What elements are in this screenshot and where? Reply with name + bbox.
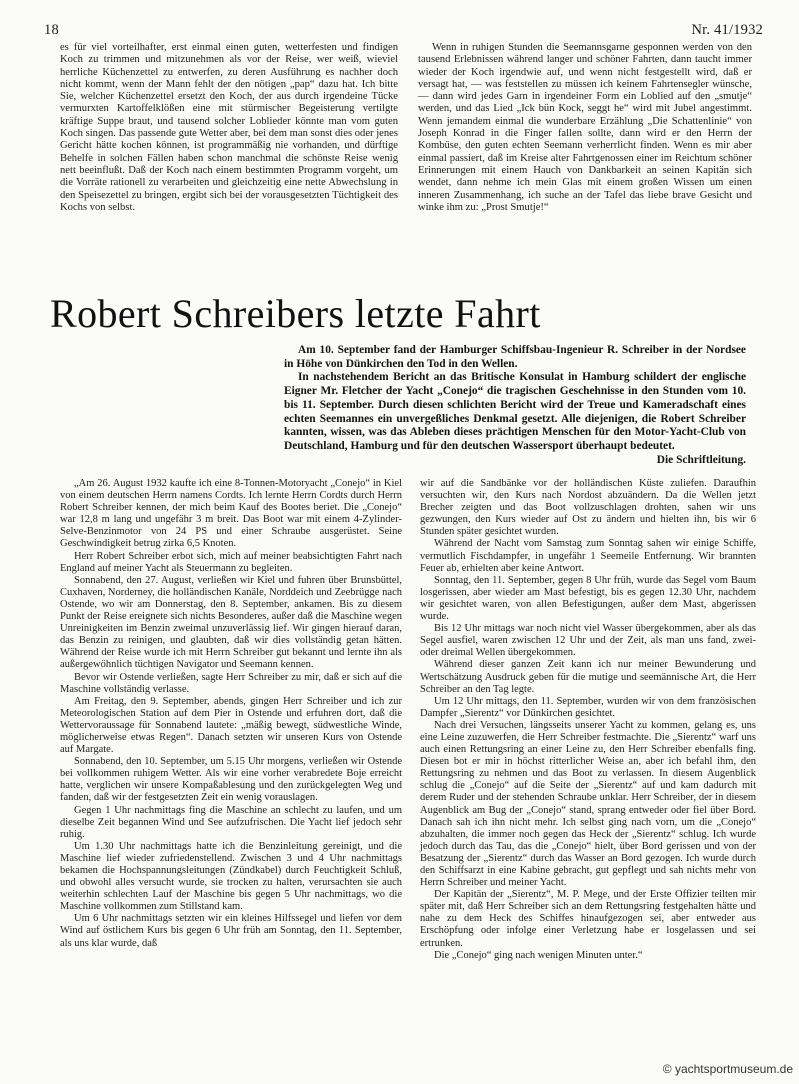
paragraph: Nach drei Versuchen, längsseits unserer Yacht zu kommen, gelang es, uns eine Leine zuzuwerfen, die Herr Schreiber festmachte. Die „Sierentz“ warf uns auch einen Rettungsring an einer Leine zu, den Herr Schreiber ebenfalls fing. Diesen bot er mir in höchst ritterlicher Weise an, aber ich befahl ihm, den Rettungsring zu nehmen und das Boot zu verlassen. In diesem Augenblick schlug die „Conejo“ auf die Seite der „Sierentz“ auf und kam dadurch mit derem Ruder und der stehenden Schraube unklar. Herr Schreiber, der in diesem Augenblick am Bug der „Conejo“ stand, sprang entweder oder fiel über Bord. Danach sah ich ihn nicht mehr. Ich selbst ging nach vorn, um die „Conejo“ abzuhalten, die immer noch gegen das Heck der „Sierentz“ schlug. Ich wurde jedoch durch das Tau, das die „Conejo“ hielt, über Bord gerissen und von der Besatzung der „Sierentz“ durch das Wasser an Bord gezogen. Ich wurde durch den Schiffsarzt in eine Kabine gebracht, gut gepflegt und sah nichts mehr von Herrn Schreiber und meiner Yacht. [420,719,756,889]
paragraph: Während dieser ganzen Zeit kann ich nur meiner Bewunderung und Wertschätzung Ausdruck geben für die mutige und seemännische Art, die Herr Schreiber an den Tag legte. [420,659,756,695]
intro-paragraph [284,371,746,467]
paragraph: es für viel vorteilhafter, erst einmal einen guten, wetterfesten und findigen Koch zu trimmen und mitzunehmen als vor der Reise, wer weiß, wieviel herrliche Küchenzettel zu entwerfen, zu deren Ausführung es nachher doch nicht kommt, wenn der Mann fehlt der den nötigen „pap“ dazu hat. Ich bitte Sie, welcher Küchenzettel ersetzt den Koch, der aus durch irgendeine Tücke vermurxten Kartoffelklößen eine mit stürmischer Begeisterung vertilgte kräftige Suppe braut, und tausend solcher Loblieder könnte man vom guten Koch singen. Das passende gute Wetter aber, bei dem man sonst dies oder jenes Gericht hätte kochen können, ist programmäßig nie vorhanden, und dürftige Behelfe in solchen Fällen haben schon manchmal die schönste Reise wenig nett beeinflußt. Daß der Koch nach einem bestimmten Programm vorgeht, um die Vorräte rationell zu verarbeiten und gleichzeitig eine nette Abwechslung in den Speisezettel zu bringen, ergibt sich bei der vorausgesetzten Tüchtigkeit des Kochs von selbst. [60,42,398,213]
intro-paragraph-text: In nachstehendem Bericht an das Britische Konsulat in Hamburg schildert der englische Eigner Mr. Fletcher der Yacht „Conejo“ die tragischen Geschehnisse in den Stunden vom 10. bis 11. September. Durch diesen schlichten Bericht wird der Treue und Kameradschaft eines echten Seemannes ein unvergeßliches Denkmal gesetzt. Alle diejenigen, die Robert Schreiber kannten, wissen, was das Ableben dieses prächtigen Menschen für den Motor-Yacht-Club von Deutschland, Hamburg und für den deutschen Wassersport überhaupt bedeutet. [284,371,746,452]
issue-number: Nr. 41/1932 [691,22,763,38]
paragraph: Herr Robert Schreiber erbot sich, mich auf meiner beabsichtigten Fahrt nach England auf meiner Yacht als Steuermann zu begleiten. [60,550,402,574]
paragraph: Um 12 Uhr mittags, den 11. September, wurden wir von dem französischen Dampfer „Sierentz“ vor Dünkirchen gesichtet. [420,695,756,719]
paragraph: Gegen 1 Uhr nachmittags fing die Maschine an schlecht zu laufen, und um dieselbe Zeit begannen Wind und See aufzufrischen. Die Yacht lief jedoch sehr ruhig. [60,804,402,840]
paragraph: Während der Nacht vom Samstag zum Sonntag sahen wir einige Schiffe, vermutlich Fischdampfer, in ungefähr 1 Seemeile Entfernung. Wir brannten Feuer ab, erhielten aber keine Antwort. [420,538,756,574]
paragraph: Um 1.30 Uhr nachmittags hatte ich die Benzinleitung gereinigt, und die Maschine lief wieder zufriedenstellend. Zwischen 3 und 4 Uhr nachmittags bekamen die Hochspannungsleitungen (Zündkabel) durch Feuchtigkeit Schluß, und obwohl alles versucht wurde, sie trocken zu halten, verursachten sie auch weiterhin schlechten Lauf der Maschine bis gegen 5 Uhr nachmittags, wo die Maschine vollkommen zum Stillstand kam. [60,840,402,913]
paragraph: Sonnabend, den 10. September, um 5.15 Uhr morgens, verließen wir Ostende bei vollkommen ruhigem Wetter. Als wir eine vorher verabredete Boje erreicht hatte, verglichen wir unsere Kompaßablesung und den zurückgelegten Weg und fanden, daß wir der festgesetzten Zeit ein wenig vorauslagen. [60,756,402,804]
intro-signature: Die Schriftleitung. [656,453,746,466]
paragraph: Bis 12 Uhr mittags war noch nicht viel Wasser übergekommen, aber als das Segel ausfiel, waren zwischen 12 Uhr und der Zeit, als man uns fand, zwei- oder dreimal Wellen übergekommen. [420,623,756,659]
report-column-left [60,478,402,950]
previous-article-column-left [60,42,398,214]
intro-paragraph: Am 10. September fand der Hamburger Schiffsbau-Ingenieur R. Schreiber in der Nordsee in Höhe von Dünkirchen den Tod in den Wellen. [284,344,746,370]
paragraph: Um 6 Uhr nachmittags setzten wir ein kleines Hilfssegel und liefen vor dem Wind auf östlichem Kurs bis gegen 6 Uhr früh am Sonntag, den 11. September, als uns klar wurde, daß [60,913,402,949]
watermark: © yachtsportmuseum.de [662,1062,793,1076]
article-title: Robert Schreibers letzte Fahrt [50,291,541,336]
paragraph: Bevor wir Ostende verließen, sagte Herr Schreiber zu mir, daß er sich auf die Maschine vollständig verlasse. [60,671,402,695]
paragraph: Am Freitag, den 9. September, abends, gingen Herr Schreiber und ich zur Meteorologischen Station auf dem Pier in Ostende und erfuhren dort, daß die Wettervoraussage für Sonnabend lautete: „mäßig bewegt, südwestliche Winde, möglicherweise etwas Regen“. Danach setzten wir unseren Kurs von Ostende auf Margate. [60,695,402,756]
paragraph: Die „Conejo“ ging nach wenigen Minuten unter.“ [434,949,643,961]
previous-article-column-right [418,42,752,214]
paragraph: „Am 26. August 1932 kaufte ich eine 8-Tonnen-Motoryacht „Conejo“ in Kiel von einem deutschen Herrn namens Cordts. Ich lernte Herrn Cordts durch Herrn Robert Schreiber kennen, der mich beim Kauf des Bootes beriet. Die „Conejo“ war 12,8 m lang und ungefähr 3 m breit. Das Boot war mit einem 4-Zylinder-Selve-Benzinmotor von 24 PS und einer Schraube ausgerüstet. Seine Geschwindigkeit betrug zirka 6,5 Knoten. [60,478,402,550]
report-column-right [420,478,756,962]
paragraph: Wenn in ruhigen Stunden die Seemannsgarne gesponnen werden von den tausend Erlebnissen während langer und schöner Fahrten, dann taucht immer wieder der Koch irgendwie auf, und wenn nicht festgestellt wird, daß er versagt hat, — was feststellen zu müssen ich keinem Fahrtensegler wünsche, — dann wird jedes Garn in irgendeiner Form ein Loblied auf den „smutje“ werden, und das Lied „Ick bün Kock, seggt he“ wird mit Jubel angestimmt. Wenn jemandem einmal die wunderbare Erzählung „Die Schattenlinie“ von Joseph Konrad in die Finger fallen sollte, dann wird er den Herrn der Kombüse, den guten echten Seemann verherrlicht finden. Wenn es mir aber einmal passiert, daß im Kreise alter Fahrtgenossen einer im Reichtum schöner Erinnerungen mit einem Hauch von Dankbarkeit an seinen Kapitän sich wendet, dann nehme ich mein Glas mit einem großen Wissen um einen inneren Zusammenhang, ich suche an der Tafel das liebe brave Gesicht und winke ihm zu: „Prost Smutje!“ [418,42,752,213]
paragraph: Sonnabend, den 27. August, verließen wir Kiel und fuhren über Brunsbüttel, Cuxhaven, Norderney, die holländischen Kanäle, Norddeich und Zeebrügge nach Ostende, wo wir am Donnerstag, den 8. September, ankamen. Bis zu diesem Punkt der Reise ereignete sich nichts Besonderes, außer daß die Maschine wegen Unreinigkeiten im Benzin zweimal unzuverlässig lief. Wir gingen hierauf daran, das Benzin zu reinigen, und glaubten, daß wir dies vollständig getan hätten. Während der Reise wurde ich mit Herrn Schreiber gut bekannt und lernte ihn als außergewöhnlich tüchtigen Navigator und Seemann kennen. [60,574,402,671]
paragraph: Sonntag, den 11. September, gegen 8 Uhr früh, wurde das Segel vom Baum losgerissen, aber wieder am Mast befestigt, bis es gegen 12.30 Uhr, nachdem wir gesichtet waren, von allen Befestigungen, außer dem Mast, abgerissen wurde. [420,574,756,623]
page-number: 18 [44,22,59,38]
paragraph: Der Kapitän der „Sierentz“, M. P. Mege, und der Erste Offizier teilten mir später mit, daß Herr Schreiber sich an dem Rettungsring festgehalten hätte und nahe zu dem Heck des Schiffes hinaufgezogen sei, aber entweder aus Erschöpfung oder infolge einer Verletzung habe er losgelassen und sei ertrunken. [420,889,756,949]
paragraph: wir auf die Sandbänke vor der holländischen Küste zuliefen. Daraufhin versuchten wir, den Kurs nach Nordost abzuändern. Da die Wellen jetzt Brecher zeigten und das Boot vollzuschlagen drohten, sahen wir uns gezwungen, den Kurs wieder auf Ost zu ändern und hielten ihn, bis wir 6 Stunden später gesichtet wurden. [420,478,756,538]
article-intro [284,344,746,467]
